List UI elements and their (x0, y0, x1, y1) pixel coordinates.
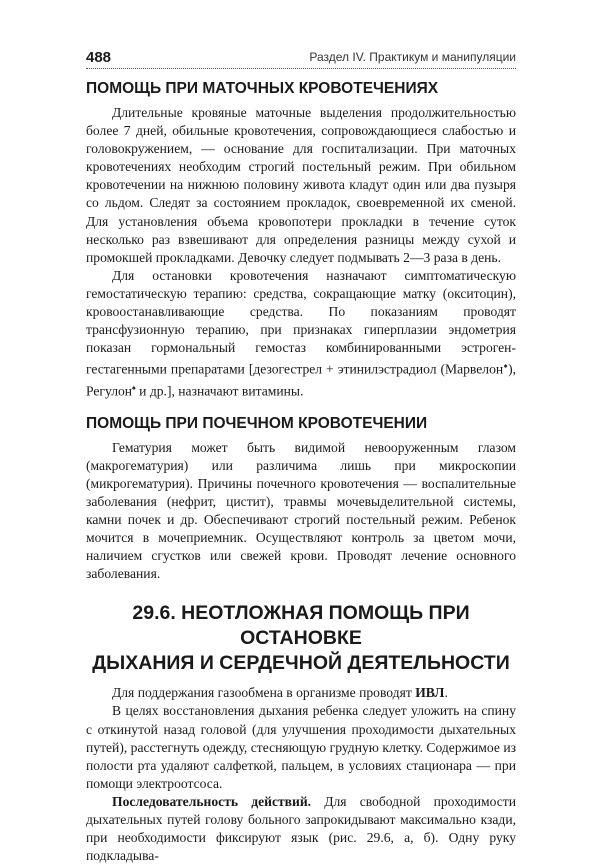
header-rule (86, 68, 516, 69)
registered-mark: ♠ (503, 362, 509, 371)
paragraph-ventilation-text: Для поддержания газообмена в организме проводят (112, 685, 416, 701)
page-header (86, 49, 516, 69)
chapter-heading-line-2: ДЫХАНИЯ И СЕРДЕЧНОЙ ДЕЯТЕЛЬНОСТИ (92, 652, 510, 675)
chapter-heading (86, 601, 516, 676)
page-number: 488 (86, 49, 112, 66)
paragraph-renal-1: Гематурия может быть видимой невооруженным глазом (макрогематурия) или различима лишь при микроскопии (микрогематурия). Причины почечного кровотечения — воспалительные заболевания (нефрит, цистит), травмы мочевыделительной системы, камни почек и др. Обеспечивают строгий постельный режим. Ребенок мочится в мочеприемник. Осуществляют контроль за цветом мочи, наличием сгустков или свежей крови. Проводят лечение основного заболевания. (86, 439, 516, 582)
running-head: Раздел IV. Практикум и манипуляции (309, 50, 516, 64)
paragraph-uterine-2-mid: ), Регулон (86, 361, 516, 399)
section-title-renal-bleeding: ПОМОЩЬ ПРИ ПОЧЕЧНОМ КРОВОТЕЧЕНИИ (86, 414, 428, 432)
ventilation-abbrev: ИВЛ (415, 685, 445, 701)
paragraph-sequence (86, 793, 516, 865)
paragraph-ventilation (86, 684, 516, 702)
registered-mark: ♠ (132, 383, 136, 392)
paragraph-breathing-restoration: В целях восстановления дыхания ребенка следует уложить на спину с откинутой назад головой (для улучшения проходимости дыхательных путей), расстегнуть одежду, стесняющую грудную клетку. Содержимое из полости рта удаляют салфеткой, пальцем, в условиях стационара — при помощи электроотсоса. (86, 703, 516, 791)
paragraph-uterine-1: Длительные кровяные маточные выделения продолжительностью более 7 дней, обильные кровотечения, сопровождающиеся слабостью и головокружением, — основание для госпитализации. При маточных кровотечениях необходим строгий постельный режим. При обильном кровотечении на нижнюю половину живота кладут один или два пузыря со льдом. Следят за состоянием прокладок, своевременной их сменой. Для установления объема кровопотери прокладки в течение суток несколько раз взвешивают для определения разницы между сухой и промокшей прокладками. Девочку следует подмывать 2—3 раза в день. (86, 105, 516, 265)
sequence-lead: Последовательность действий. (112, 793, 312, 809)
sequence-text: Для свободной проходимости дыхательных путей голову больного запрокидывают максимально кзади, при необходимости фиксируют язык (рис. 29.6, а, б). Одну руку подкладыва- (86, 793, 516, 864)
paragraph-uterine-2-end: и др.], назначают витамины. (135, 383, 304, 399)
paragraph-ventilation-end: . (444, 685, 448, 701)
page-content (86, 80, 516, 865)
paragraph-uterine-2-start: Для остановки кровотечения назначают симптоматическую гемостатическую терапию: средства, сокращающие матку (окситоцин), кровоостанавливающие средства. По показаниям проводят трансфузионную терапию, при признаках гиперплазии эндометрия показан гормональный гемостаз комбинированными эстроген-гестагенными препаратами [дезогестрел + этинилэстрадиол (Марвелон (86, 267, 516, 377)
chapter-heading-line-1: 29.6. НЕОТЛОЖНАЯ ПОМОЩЬ ПРИ ОСТАНОВКЕ (132, 602, 470, 650)
paragraph-uterine-2 (86, 267, 516, 401)
section-title-uterine-bleeding: ПОМОЩЬ ПРИ МАТОЧНЫХ КРОВОТЕЧЕНИЯХ (86, 80, 439, 97)
